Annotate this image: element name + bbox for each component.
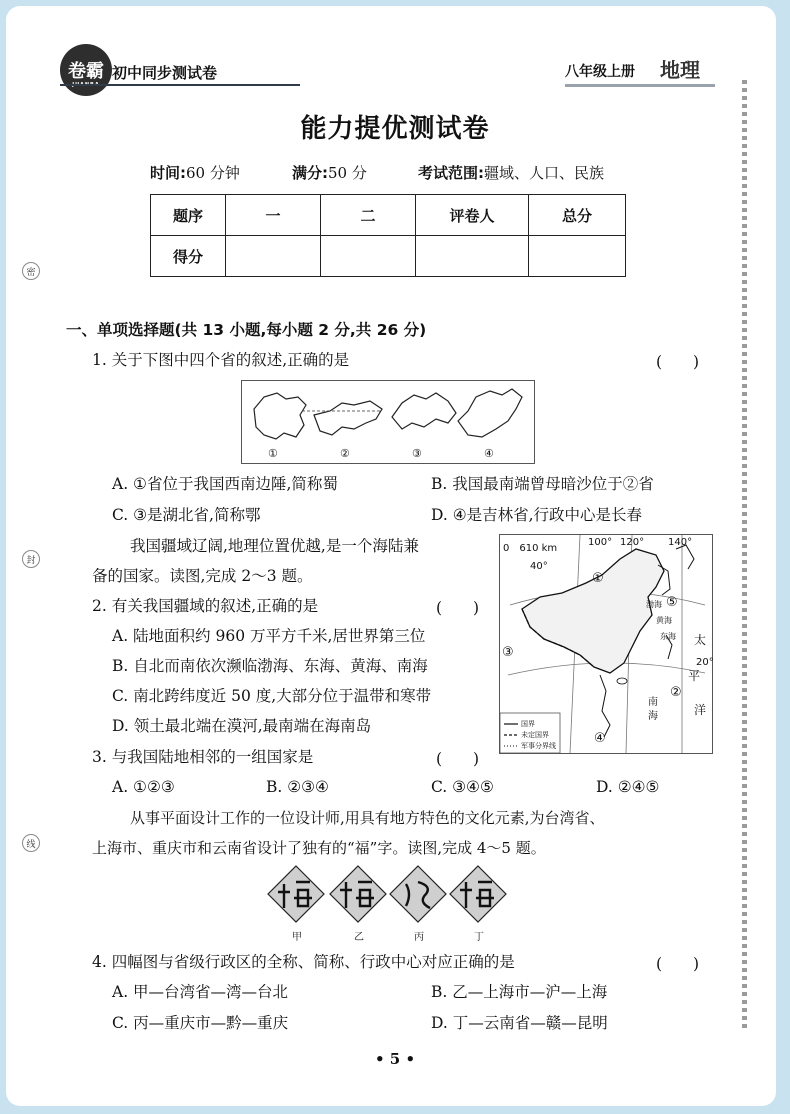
map-pacific-3: 洋	[694, 703, 707, 717]
map-nanhai-1: 南	[648, 697, 658, 708]
score-input-cell[interactable]	[226, 236, 321, 277]
intro-4-line-2: 上海市、重庆市和云南省设计了独有的“福”字。读图,完成 4～5 题。	[92, 839, 546, 857]
map-lat-20: 20°	[696, 657, 714, 668]
map-pacific-1: 太	[694, 633, 707, 647]
binding-mark-feng: 封	[22, 550, 40, 568]
scope-value: 疆域、人口、民族	[484, 164, 605, 182]
map-huanghai: 黄海	[656, 616, 672, 625]
intro-2-line-1: 我国疆域辽阔,地理位置优越,是一个海陆兼	[130, 537, 419, 555]
fu-figure	[266, 864, 510, 942]
map-donghai: 东海	[660, 632, 676, 641]
intro-4-line-1: 从事平面设计工作的一位设计师,用具有地方特色的文化元素,为台湾省、	[130, 809, 605, 827]
province-label: ③	[412, 447, 422, 460]
q1-option-a[interactable]: A. ①省位于我国西南边陲,简称蜀	[112, 475, 338, 493]
map-lon-120: 120°	[620, 537, 645, 548]
fu-label-yi: 乙	[354, 932, 364, 943]
score-header-cell: 总分	[529, 195, 626, 236]
score-row-label: 得分	[151, 236, 226, 277]
map-legend-military: 军事分界线	[521, 742, 556, 750]
intro-2-line-2: 备的国家。读图,完成 2～3 题。	[92, 567, 313, 585]
q1-option-b[interactable]: B. 我国最南端曾母暗沙位于②省	[431, 475, 654, 493]
question-3-stem: 3. 与我国陆地相邻的一组国家是	[92, 748, 314, 766]
q3-option-d[interactable]: D. ②④⑤	[596, 778, 660, 796]
scope-info	[418, 162, 604, 183]
header-brand	[60, 44, 270, 90]
exam-title: 能力提优测试卷	[300, 114, 490, 144]
q4-option-c[interactable]: C. 丙—重庆市—黔—重庆	[112, 1014, 289, 1032]
q3-option-a[interactable]: A. ①②③	[112, 778, 175, 796]
page-number: • 5 •	[374, 1050, 416, 1068]
map-nanhai-2: 海	[648, 711, 658, 722]
score-header-cell: 一	[226, 195, 321, 236]
q3-option-c[interactable]: C. ③④⑤	[431, 778, 494, 796]
map-country-1: ①	[592, 571, 604, 586]
question-2-stem: 2. 有关我国疆域的叙述,正确的是	[92, 597, 319, 615]
province-label: ①	[268, 447, 278, 460]
q2-option-a[interactable]: A. 陆地面积约 960 万平方千米,居世界第三位	[112, 627, 426, 645]
brand-logo	[60, 44, 112, 96]
question-2-answer-blank[interactable]: ( )	[436, 599, 480, 617]
binding-mark-mi: 密	[22, 262, 40, 280]
header-underline	[60, 84, 300, 86]
question-3-answer-blank[interactable]: ( )	[436, 750, 480, 768]
fu-label-jia: 甲	[292, 932, 302, 943]
map-pacific-2: 平	[688, 669, 701, 683]
header-subject	[565, 54, 715, 90]
map-country-2: ②	[670, 685, 682, 700]
time-info	[150, 162, 240, 183]
series-title: 初中同步测试卷	[112, 64, 218, 82]
map-lon-100: 100°	[588, 537, 613, 548]
score-table	[150, 194, 626, 277]
q2-option-b[interactable]: B. 自北而南依次濒临渤海、东海、黄海、南海	[112, 657, 428, 675]
q2-option-d[interactable]: D. 领土最北端在漠河,最南端在海南岛	[112, 717, 372, 735]
score-table-header-row	[151, 195, 626, 236]
subject-label: 地理	[660, 58, 700, 82]
score-header-cell: 二	[321, 195, 416, 236]
fu-label-bing: 丙	[414, 932, 424, 943]
time-label: 时间:	[150, 164, 186, 182]
map-country-4: ④	[594, 731, 606, 746]
score-info	[292, 162, 367, 183]
logo-text: 卷霸	[68, 61, 104, 82]
question-1-stem: 1. 关于下图中四个省的叙述,正确的是	[92, 351, 350, 369]
map-legend-border: 国界	[521, 720, 535, 728]
q4-option-a[interactable]: A. 甲—台湾省—湾—台北	[112, 983, 289, 1001]
grade-label: 八年级上册	[565, 64, 635, 80]
map-country-3: ③	[502, 645, 514, 660]
question-4-stem: 4. 四幅图与省级行政区的全称、简称、行政中心对应正确的是	[92, 953, 515, 971]
score-input-cell[interactable]	[321, 236, 416, 277]
subject-underline	[565, 84, 715, 87]
question-4-answer-blank[interactable]: ( )	[656, 955, 700, 973]
q4-option-d[interactable]: D. 丁—云南省—赣—昆明	[431, 1014, 608, 1032]
province-label: ④	[484, 447, 494, 460]
province-label: ②	[340, 447, 350, 460]
score-label: 满分:	[292, 164, 328, 182]
score-table-score-row	[151, 236, 626, 277]
map-country-5: ⑤	[666, 595, 678, 610]
china-territory-map	[499, 534, 713, 754]
score-input-cell[interactable]	[416, 236, 529, 277]
question-1-answer-blank[interactable]: ( )	[656, 353, 700, 371]
map-scale: 0 610 km	[503, 543, 558, 554]
binding-mark-xian: 线	[22, 834, 40, 852]
provinces-figure	[241, 380, 535, 464]
q3-option-b[interactable]: B. ②③④	[266, 778, 329, 796]
map-lat-40: 40°	[530, 561, 548, 572]
fu-label-ding: 丁	[474, 932, 484, 943]
q4-option-b[interactable]: B. 乙—上海市—沪—上海	[431, 983, 608, 1001]
map-bohai: 渤海	[646, 600, 662, 609]
score-header-cell: 题序	[151, 195, 226, 236]
q2-option-c[interactable]: C. 南北跨纬度近 50 度,大部分位于温带和寒带	[112, 687, 432, 705]
map-legend-undetermined: 未定国界	[521, 731, 549, 739]
map-lon-140: 140°	[668, 537, 693, 548]
scope-label: 考试范围:	[418, 164, 484, 182]
q1-option-d[interactable]: D. ④是吉林省,行政中心是长春	[431, 506, 643, 524]
score-input-cell[interactable]	[529, 236, 626, 277]
q1-option-c[interactable]: C. ③是湖北省,简称鄂	[112, 506, 261, 524]
perforation-line	[742, 80, 747, 1030]
score-header-cell: 评卷人	[416, 195, 529, 236]
time-value: 60 分钟	[186, 164, 240, 182]
score-value: 50 分	[328, 164, 367, 182]
section-heading: 一、单项选择题(共 13 小题,每小题 2 分,共 26 分)	[66, 321, 427, 339]
